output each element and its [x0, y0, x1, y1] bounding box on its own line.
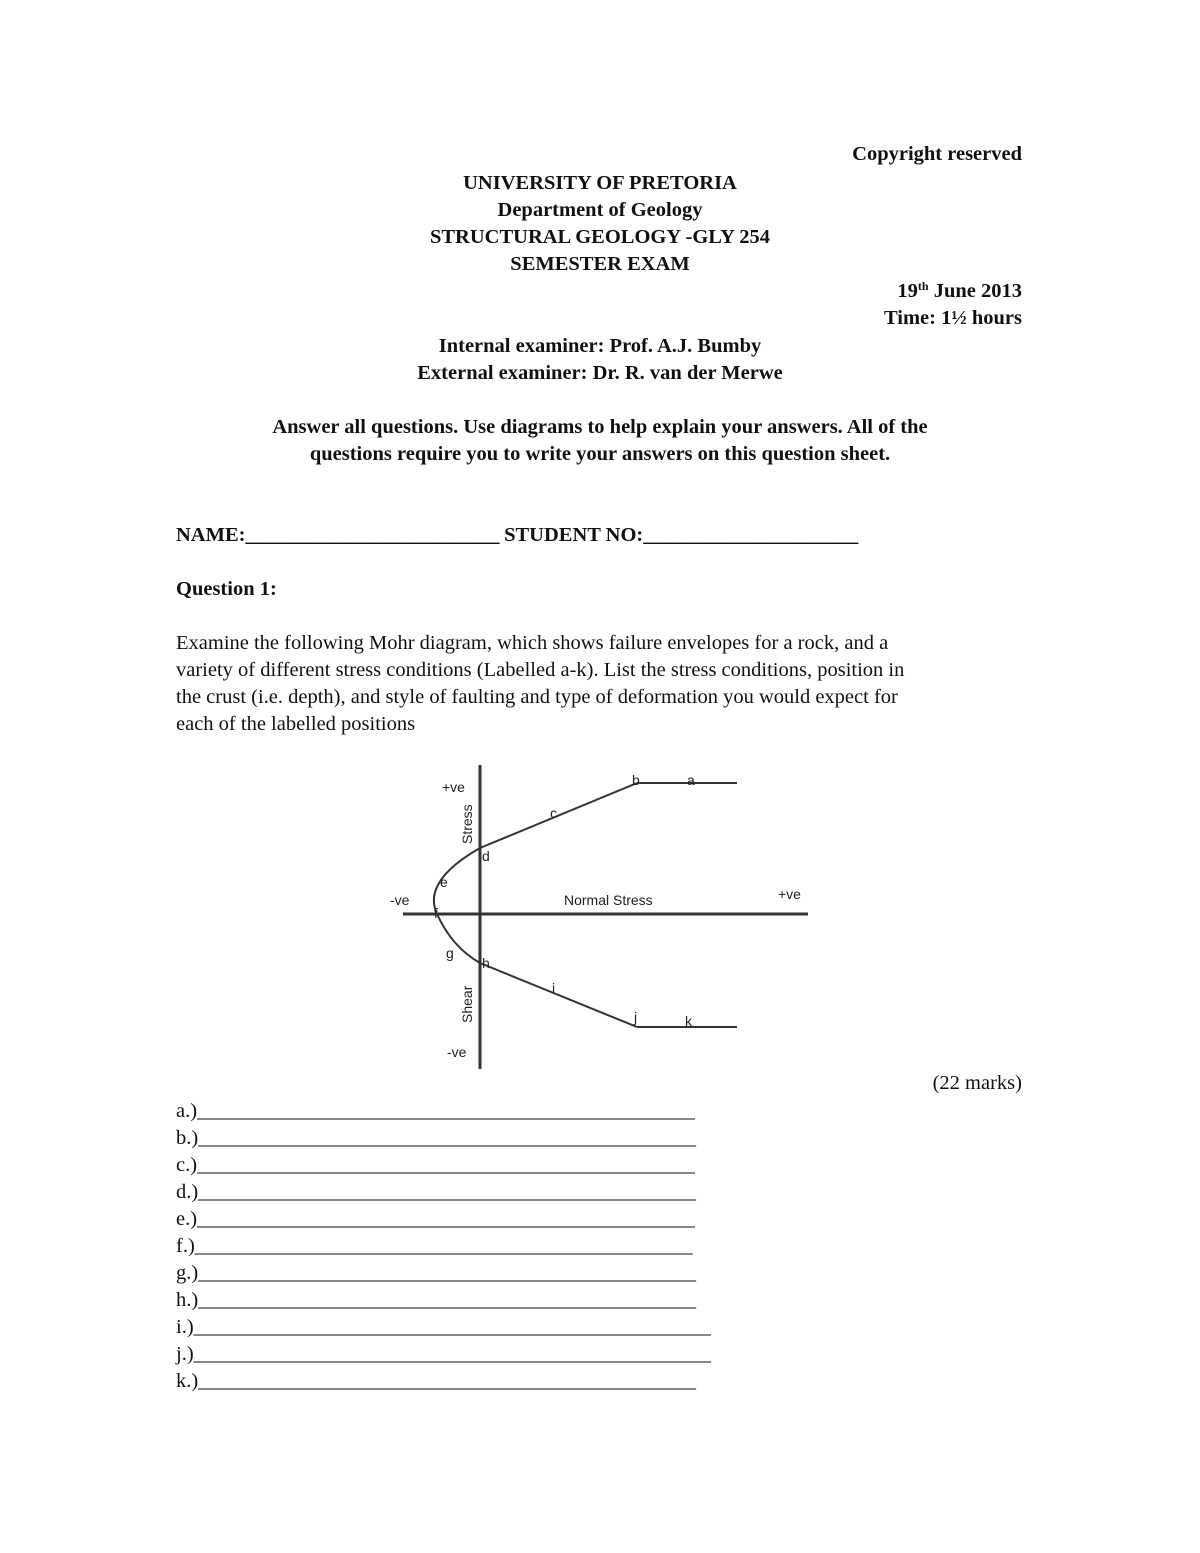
answer-field[interactable]: _____________________________________________________ — [193, 1343, 711, 1365]
answer-row — [176, 1233, 692, 1260]
answer-label: b.) — [176, 1127, 199, 1149]
answer-label: k.) — [176, 1370, 199, 1392]
answer-row — [176, 1341, 710, 1368]
university-name: UNIVERSITY OF PRETORIA — [463, 172, 737, 194]
external-examiner: External examiner: Dr. R. van der Merwe — [417, 362, 783, 384]
answer-field[interactable]: _____________________________________________________ — [193, 1316, 711, 1338]
failure-envelope-curve — [434, 848, 480, 963]
lower-envelope-slope — [480, 963, 637, 1027]
point-label-f: f — [434, 905, 438, 921]
answer-row — [176, 1179, 695, 1206]
point-label-g: g — [446, 945, 454, 961]
y-axis-stress-label: Stress — [459, 804, 475, 844]
y-axis-shear-label: Shear — [459, 985, 475, 1023]
point-label-a: a — [687, 772, 695, 788]
answer-label: d.) — [176, 1181, 199, 1203]
answer-label: e.) — [176, 1208, 198, 1230]
answer-row — [176, 1260, 695, 1287]
student-no-label: STUDENT NO: — [504, 524, 644, 546]
answer-field[interactable]: ___________________________________________________ — [197, 1154, 695, 1176]
course-title: STRUCTURAL GEOLOGY -GLY 254 — [429, 226, 771, 248]
department-name: Department of Geology — [497, 199, 703, 221]
question-1-title: Question 1: — [176, 578, 277, 600]
answer-row — [176, 1206, 694, 1233]
answer-field[interactable]: ___________________________________________________ — [198, 1181, 696, 1203]
answer-field[interactable]: ___________________________________________________ — [198, 1370, 696, 1392]
name-label: NAME: — [176, 524, 246, 546]
answer-row — [176, 1098, 694, 1125]
answer-row — [176, 1314, 710, 1341]
point-label-c: c — [550, 805, 557, 821]
question-1-text-line: Examine the following Mohr diagram, which shows failure envelopes for a rock, and a — [176, 632, 889, 654]
point-label-i: i — [552, 980, 556, 996]
x-axis-left-label: -ve — [390, 892, 410, 908]
question-1-marks: (22 marks) — [932, 1072, 1022, 1094]
answer-field[interactable]: ___________________________________________________ — [198, 1289, 696, 1311]
answer-label: c.) — [176, 1154, 198, 1176]
x-axis-title: Normal Stress — [564, 892, 653, 908]
student-no-field[interactable]: ______________________ — [643, 524, 858, 546]
instructions-line-1: Answer all questions. Use diagrams to help explain your answers. All of the — [272, 416, 928, 438]
answer-label: j.) — [176, 1343, 194, 1365]
answer-label: a.) — [176, 1100, 198, 1122]
date-rest: June 2013 — [928, 280, 1022, 302]
question-1-text-line: each of the labelled positions — [176, 713, 416, 735]
answer-row — [176, 1287, 695, 1314]
exam-title: SEMESTER EXAM — [510, 253, 690, 275]
name-field[interactable]: __________________________ — [245, 524, 499, 546]
answer-row — [176, 1368, 695, 1395]
answer-label: f.) — [176, 1235, 195, 1257]
upper-envelope-slope — [480, 783, 637, 848]
answer-label: h.) — [176, 1289, 199, 1311]
answer-field[interactable]: ___________________________________________________ — [197, 1100, 695, 1122]
answer-field[interactable]: ___________________________________________________ — [197, 1208, 695, 1230]
date-suffix: th — [917, 279, 929, 293]
answer-field[interactable]: ___________________________________________________ — [194, 1235, 693, 1257]
y-axis-top-label: +ve — [442, 779, 465, 795]
y-axis-bottom-label: -ve — [447, 1044, 467, 1060]
point-label-d: d — [482, 848, 490, 864]
answer-field[interactable]: ___________________________________________________ — [198, 1262, 696, 1284]
answer-field[interactable]: ___________________________________________________ — [198, 1127, 696, 1149]
point-label-e: e — [440, 874, 448, 890]
point-label-j: j — [634, 1009, 638, 1025]
question-1-text-line: the crust (i.e. depth), and style of faulting and type of deformation you would expect for — [176, 686, 898, 708]
copyright-notice: Copyright reserved — [852, 143, 1022, 165]
point-label-h: h — [482, 955, 490, 971]
date-day: 19 — [897, 280, 918, 302]
x-axis-right-label: +ve — [778, 886, 801, 902]
exam-time: Time: 1½ hours — [883, 307, 1022, 329]
point-label-k: k — [685, 1013, 692, 1029]
internal-examiner: Internal examiner: Prof. A.J. Bumby — [438, 335, 762, 357]
answer-label: i.) — [176, 1316, 194, 1338]
question-1-text-line: variety of different stress conditions (Labelled a-k). List the stress conditions, position in — [176, 659, 905, 681]
answer-label: g.) — [176, 1262, 199, 1284]
answer-row — [176, 1125, 695, 1152]
point-label-b: b — [632, 772, 640, 788]
instructions-line-2: questions require you to write your answers on this question sheet. — [309, 443, 891, 465]
answer-row — [176, 1152, 694, 1179]
